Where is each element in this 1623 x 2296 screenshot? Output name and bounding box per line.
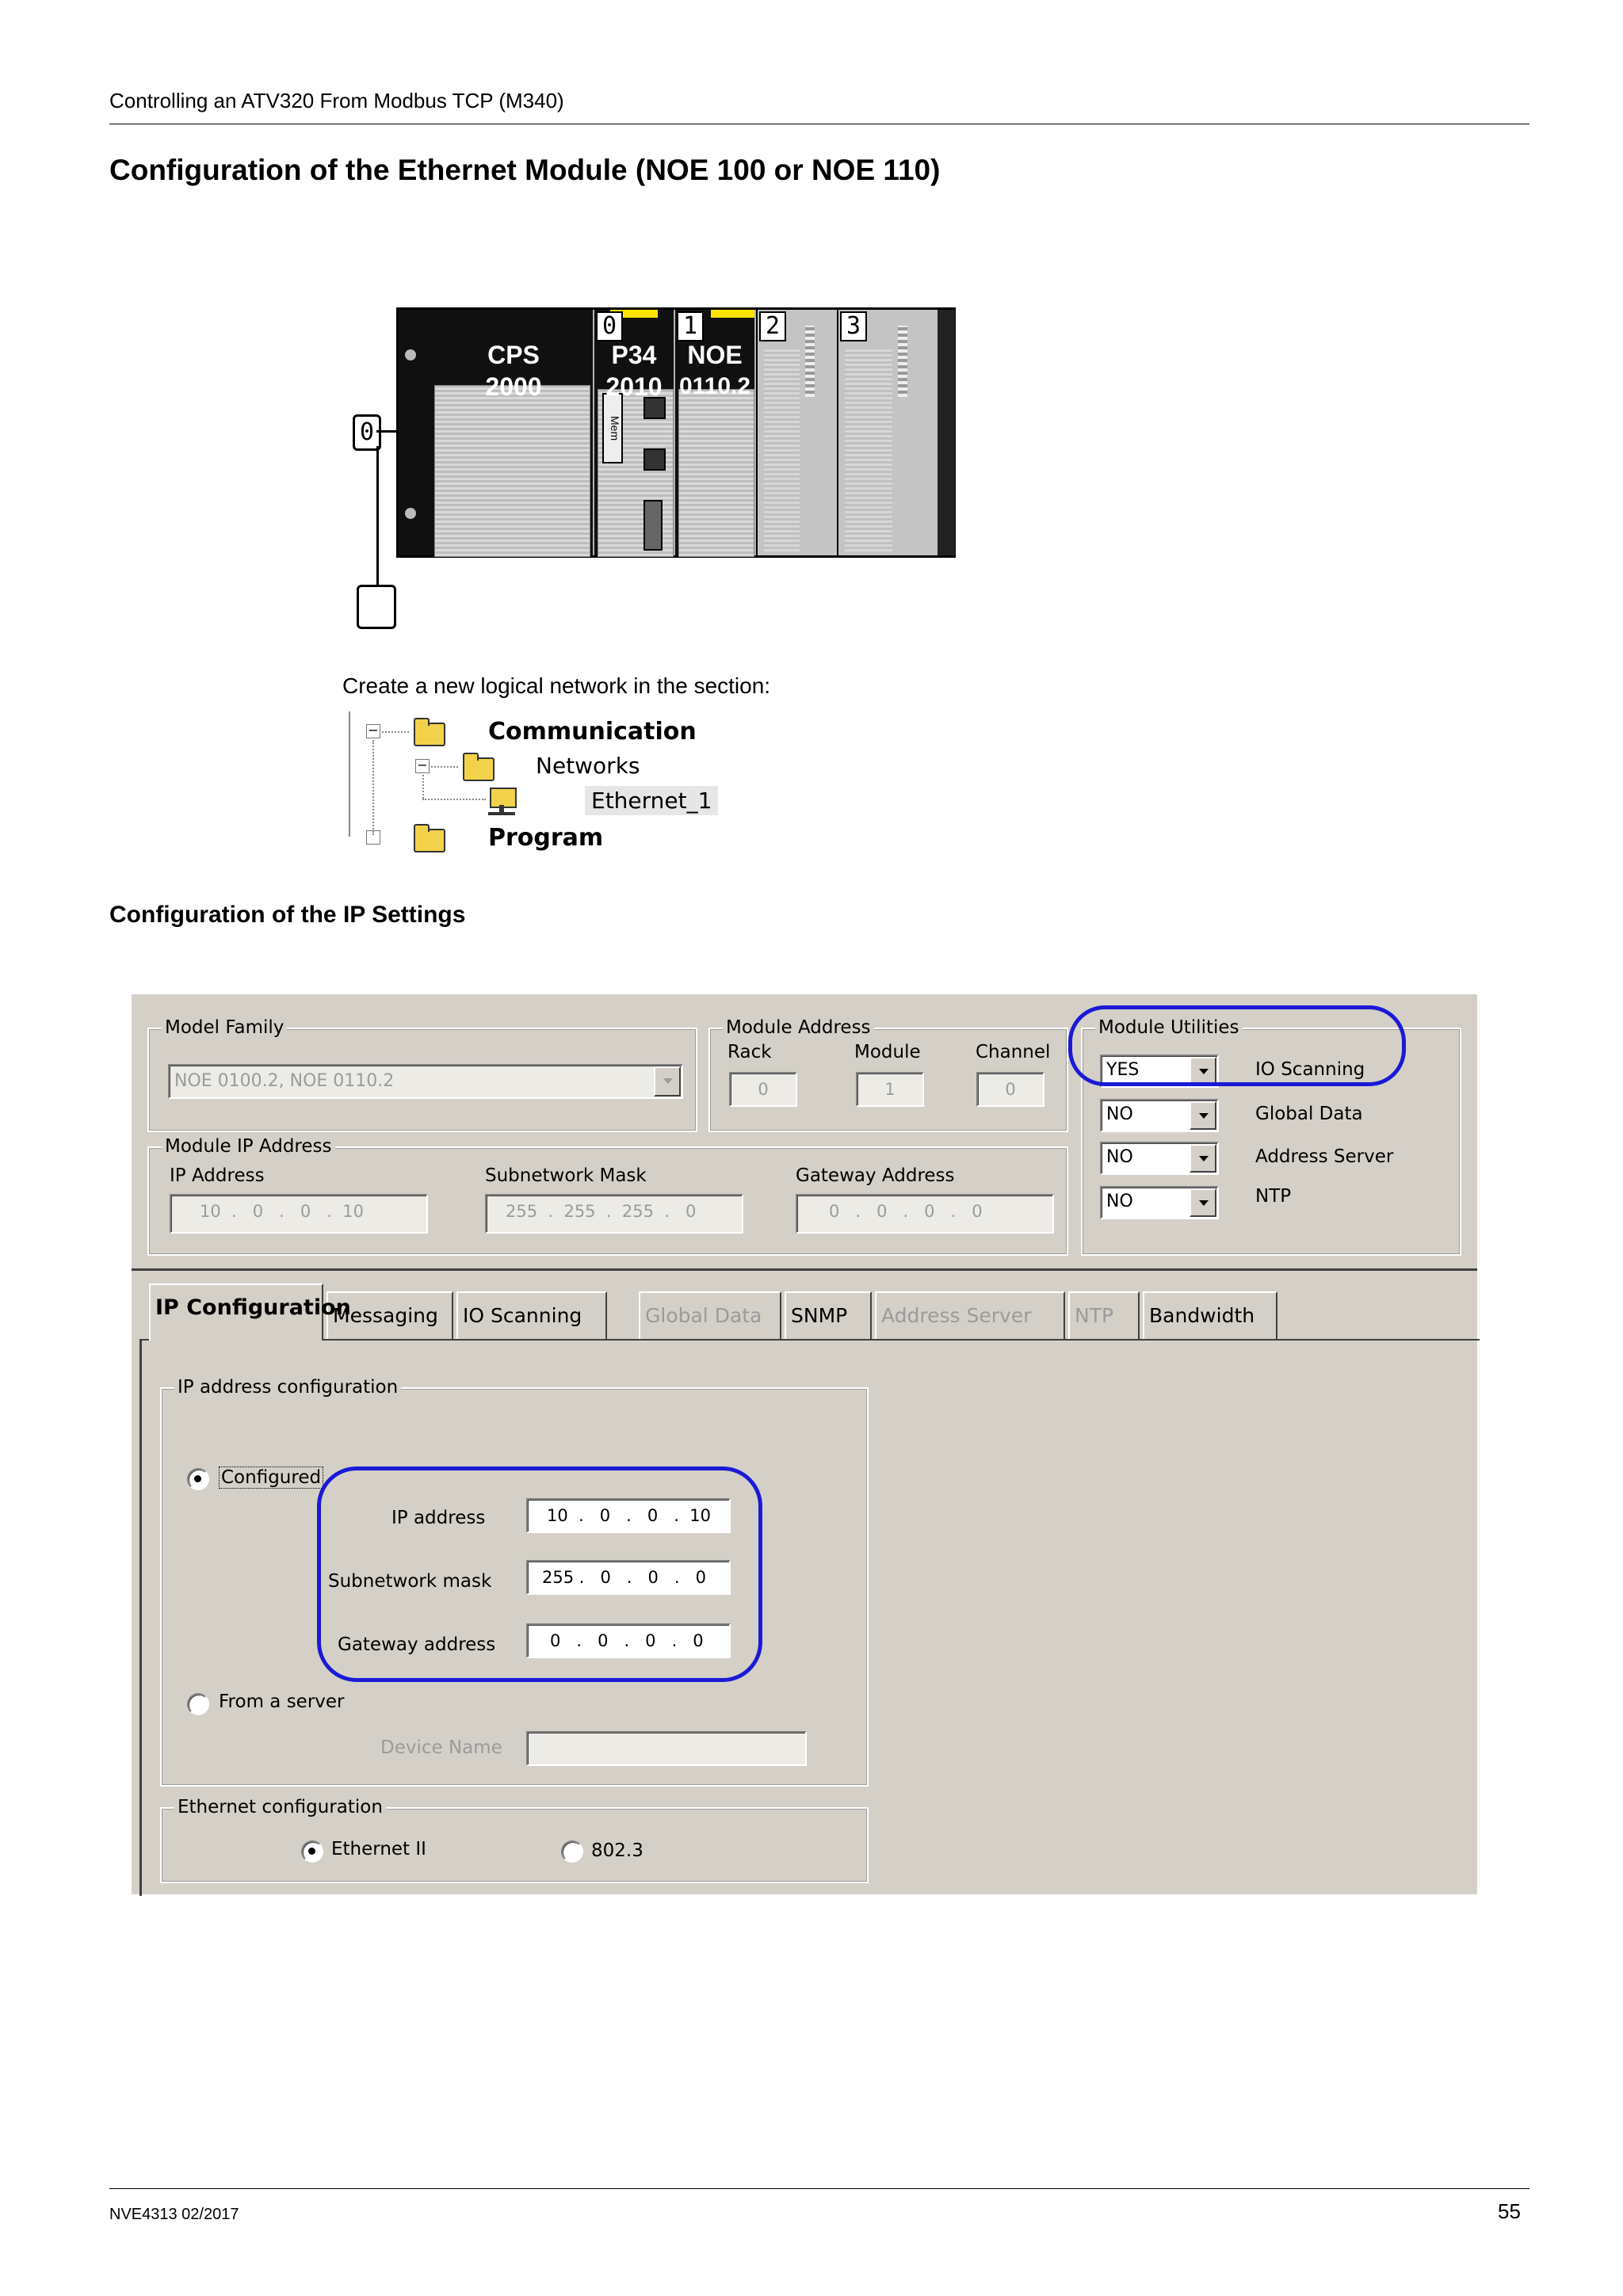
ip-address-label: IP address xyxy=(391,1508,486,1528)
ethernet-ii-radio[interactable] xyxy=(301,1840,323,1863)
module-mask-field[interactable]: 255 . 255 . 255 . 0 xyxy=(485,1194,743,1234)
page-title: Configuration of the Ethernet Module (NOE 100 or NOE 110) xyxy=(109,154,941,186)
module-cps-ref: 2000 xyxy=(485,372,542,401)
model-family-label: Model Family xyxy=(162,1017,287,1038)
subnet-mask-field[interactable]: 255 . 0 . 0 . 0 xyxy=(526,1560,731,1595)
module-ip-field[interactable]: 10 . 0 . 0 . 10 xyxy=(170,1194,428,1234)
ip-address-config-label: IP address configuration xyxy=(174,1377,401,1398)
folder-icon xyxy=(463,757,495,781)
address-server-select[interactable] xyxy=(1100,1142,1219,1175)
chevron-down-icon[interactable] xyxy=(1190,1188,1216,1217)
module-noe[interactable] xyxy=(675,310,754,555)
dialog-divider xyxy=(132,1268,1477,1271)
highlight-ring-utilities xyxy=(1068,1005,1406,1086)
module-p34-ref: 2010 xyxy=(605,372,663,401)
tree-expand-networks[interactable]: − xyxy=(415,759,430,773)
tab-ip-configuration[interactable]: IP Configuration xyxy=(149,1283,323,1341)
page-number: 55 xyxy=(1498,2199,1521,2223)
address-server-label: Address Server xyxy=(1255,1146,1394,1167)
highlight-ring-ip xyxy=(317,1466,762,1682)
module-p34[interactable] xyxy=(594,310,674,555)
tree-item-networks[interactable]: Networks xyxy=(536,753,640,779)
rack-illustration xyxy=(353,307,955,640)
rack-label: Rack xyxy=(727,1042,772,1062)
model-family-select[interactable] xyxy=(168,1064,683,1099)
module-p34-name: P34 xyxy=(611,341,657,369)
rack-node-bottom xyxy=(357,585,396,629)
module-cps[interactable] xyxy=(399,310,593,555)
module-gateway-field[interactable]: 0 . 0 . 0 . 0 xyxy=(796,1194,1054,1234)
module-field[interactable]: 1 xyxy=(856,1072,924,1107)
ethernet-config-group xyxy=(160,1797,869,1883)
module-noe-ref: 0110.2 xyxy=(678,373,751,399)
footer-rule xyxy=(109,2188,1529,2189)
address-server-value: NO xyxy=(1106,1147,1133,1167)
ntp-select[interactable] xyxy=(1100,1186,1219,1219)
slot-3: 3 xyxy=(840,311,867,341)
empty-slot-3[interactable] xyxy=(837,310,955,555)
global-data-label: Global Data xyxy=(1255,1104,1363,1124)
tree-item-program-cut[interactable]: Program xyxy=(488,824,604,852)
tree-expand-cut[interactable] xyxy=(366,830,380,845)
chevron-down-icon[interactable] xyxy=(1190,1101,1216,1130)
ntp-label: NTP xyxy=(1255,1186,1292,1207)
tab-ntp[interactable]: NTP xyxy=(1068,1291,1140,1339)
noe-config-dialog xyxy=(132,994,1477,1894)
running-header: Controlling an ATV320 From Modbus TCP (M340) xyxy=(109,89,564,113)
configured-label[interactable]: Configured xyxy=(219,1466,323,1489)
chevron-down-icon[interactable] xyxy=(1190,1144,1216,1173)
configured-radio[interactable] xyxy=(187,1468,209,1490)
folder-icon xyxy=(414,829,445,852)
bus-line xyxy=(376,446,379,585)
gateway-address-field[interactable]: 0 . 0 . 0 . 0 xyxy=(526,1623,731,1658)
ip-address-field[interactable]: 10 . 0 . 0 . 10 xyxy=(526,1498,731,1533)
channel-field[interactable]: 0 xyxy=(976,1072,1044,1107)
module-ip-address-label: IP Address xyxy=(170,1165,265,1186)
global-data-select[interactable] xyxy=(1100,1099,1219,1132)
tree-expand-communication[interactable]: − xyxy=(366,724,380,738)
section-subtitle: Configuration of the IP Settings xyxy=(109,902,466,928)
tab-io-scanning[interactable]: IO Scanning xyxy=(456,1291,607,1339)
subnet-mask-label: Subnetwork mask xyxy=(328,1571,492,1592)
model-family-group xyxy=(147,1017,697,1132)
module-label: Module xyxy=(854,1042,921,1062)
document-reference: NVE4313 02/2017 xyxy=(109,2206,239,2223)
rack-connector xyxy=(376,430,399,433)
io-scanning-value: YES xyxy=(1106,1060,1140,1080)
module-gateway-label: Gateway Address xyxy=(796,1165,955,1186)
global-data-value: NO xyxy=(1106,1104,1133,1124)
module-noe-name: NOE xyxy=(687,341,743,369)
device-name-label: Device Name xyxy=(380,1737,502,1758)
module-mask-label: Subnetwork Mask xyxy=(485,1165,647,1186)
module-address-label: Module Address xyxy=(723,1017,874,1038)
io-scanning-label: IO Scanning xyxy=(1255,1059,1365,1080)
channel-label: Channel xyxy=(976,1042,1051,1062)
ntp-value: NO xyxy=(1106,1192,1133,1211)
ieee-802-3-label[interactable]: 802.3 xyxy=(591,1840,643,1861)
rack-node-top: 0 xyxy=(353,414,381,451)
rack-field[interactable]: 0 xyxy=(729,1072,797,1107)
from-server-radio[interactable] xyxy=(187,1693,209,1715)
rack-body xyxy=(396,307,956,558)
tab-bandwidth[interactable]: Bandwidth xyxy=(1143,1291,1277,1339)
module-ip-group xyxy=(147,1136,1068,1256)
ethernet-ii-label[interactable]: Ethernet II xyxy=(331,1839,426,1859)
ieee-802-3-radio[interactable] xyxy=(561,1840,583,1863)
tab-global-data[interactable]: Global Data xyxy=(639,1291,781,1339)
module-cps-name: CPS xyxy=(487,341,540,369)
slot-0: 0 xyxy=(596,311,623,341)
module-ip-label: Module IP Address xyxy=(162,1136,335,1157)
from-server-label[interactable]: From a server xyxy=(219,1691,345,1712)
project-tree xyxy=(349,711,721,852)
tree-item-communication[interactable]: Communication xyxy=(488,718,697,746)
folder-icon xyxy=(414,723,445,746)
tree-item-ethernet-1[interactable]: Ethernet_1 xyxy=(585,786,718,815)
tab-snmp[interactable]: SNMP xyxy=(785,1291,872,1339)
module-address-group xyxy=(708,1017,1068,1132)
module-utilities-label: Module Utilities xyxy=(1095,1017,1243,1038)
tab-address-server[interactable]: Address Server xyxy=(875,1291,1065,1339)
caption-text: Create a new logical network in the section: xyxy=(342,673,771,698)
tab-messaging[interactable]: Messaging xyxy=(327,1291,453,1339)
memory-card-label: Mem xyxy=(602,393,623,463)
model-family-value: NOE 0100.2, NOE 0110.2 xyxy=(174,1071,395,1091)
chevron-down-icon[interactable] xyxy=(654,1066,681,1097)
slot-2: 2 xyxy=(759,311,786,341)
empty-slot-2[interactable] xyxy=(756,310,837,555)
device-name-field[interactable] xyxy=(526,1731,807,1766)
slot-1: 1 xyxy=(677,311,704,341)
gateway-address-label: Gateway address xyxy=(338,1634,496,1655)
ethernet-config-label: Ethernet configuration xyxy=(174,1797,386,1817)
